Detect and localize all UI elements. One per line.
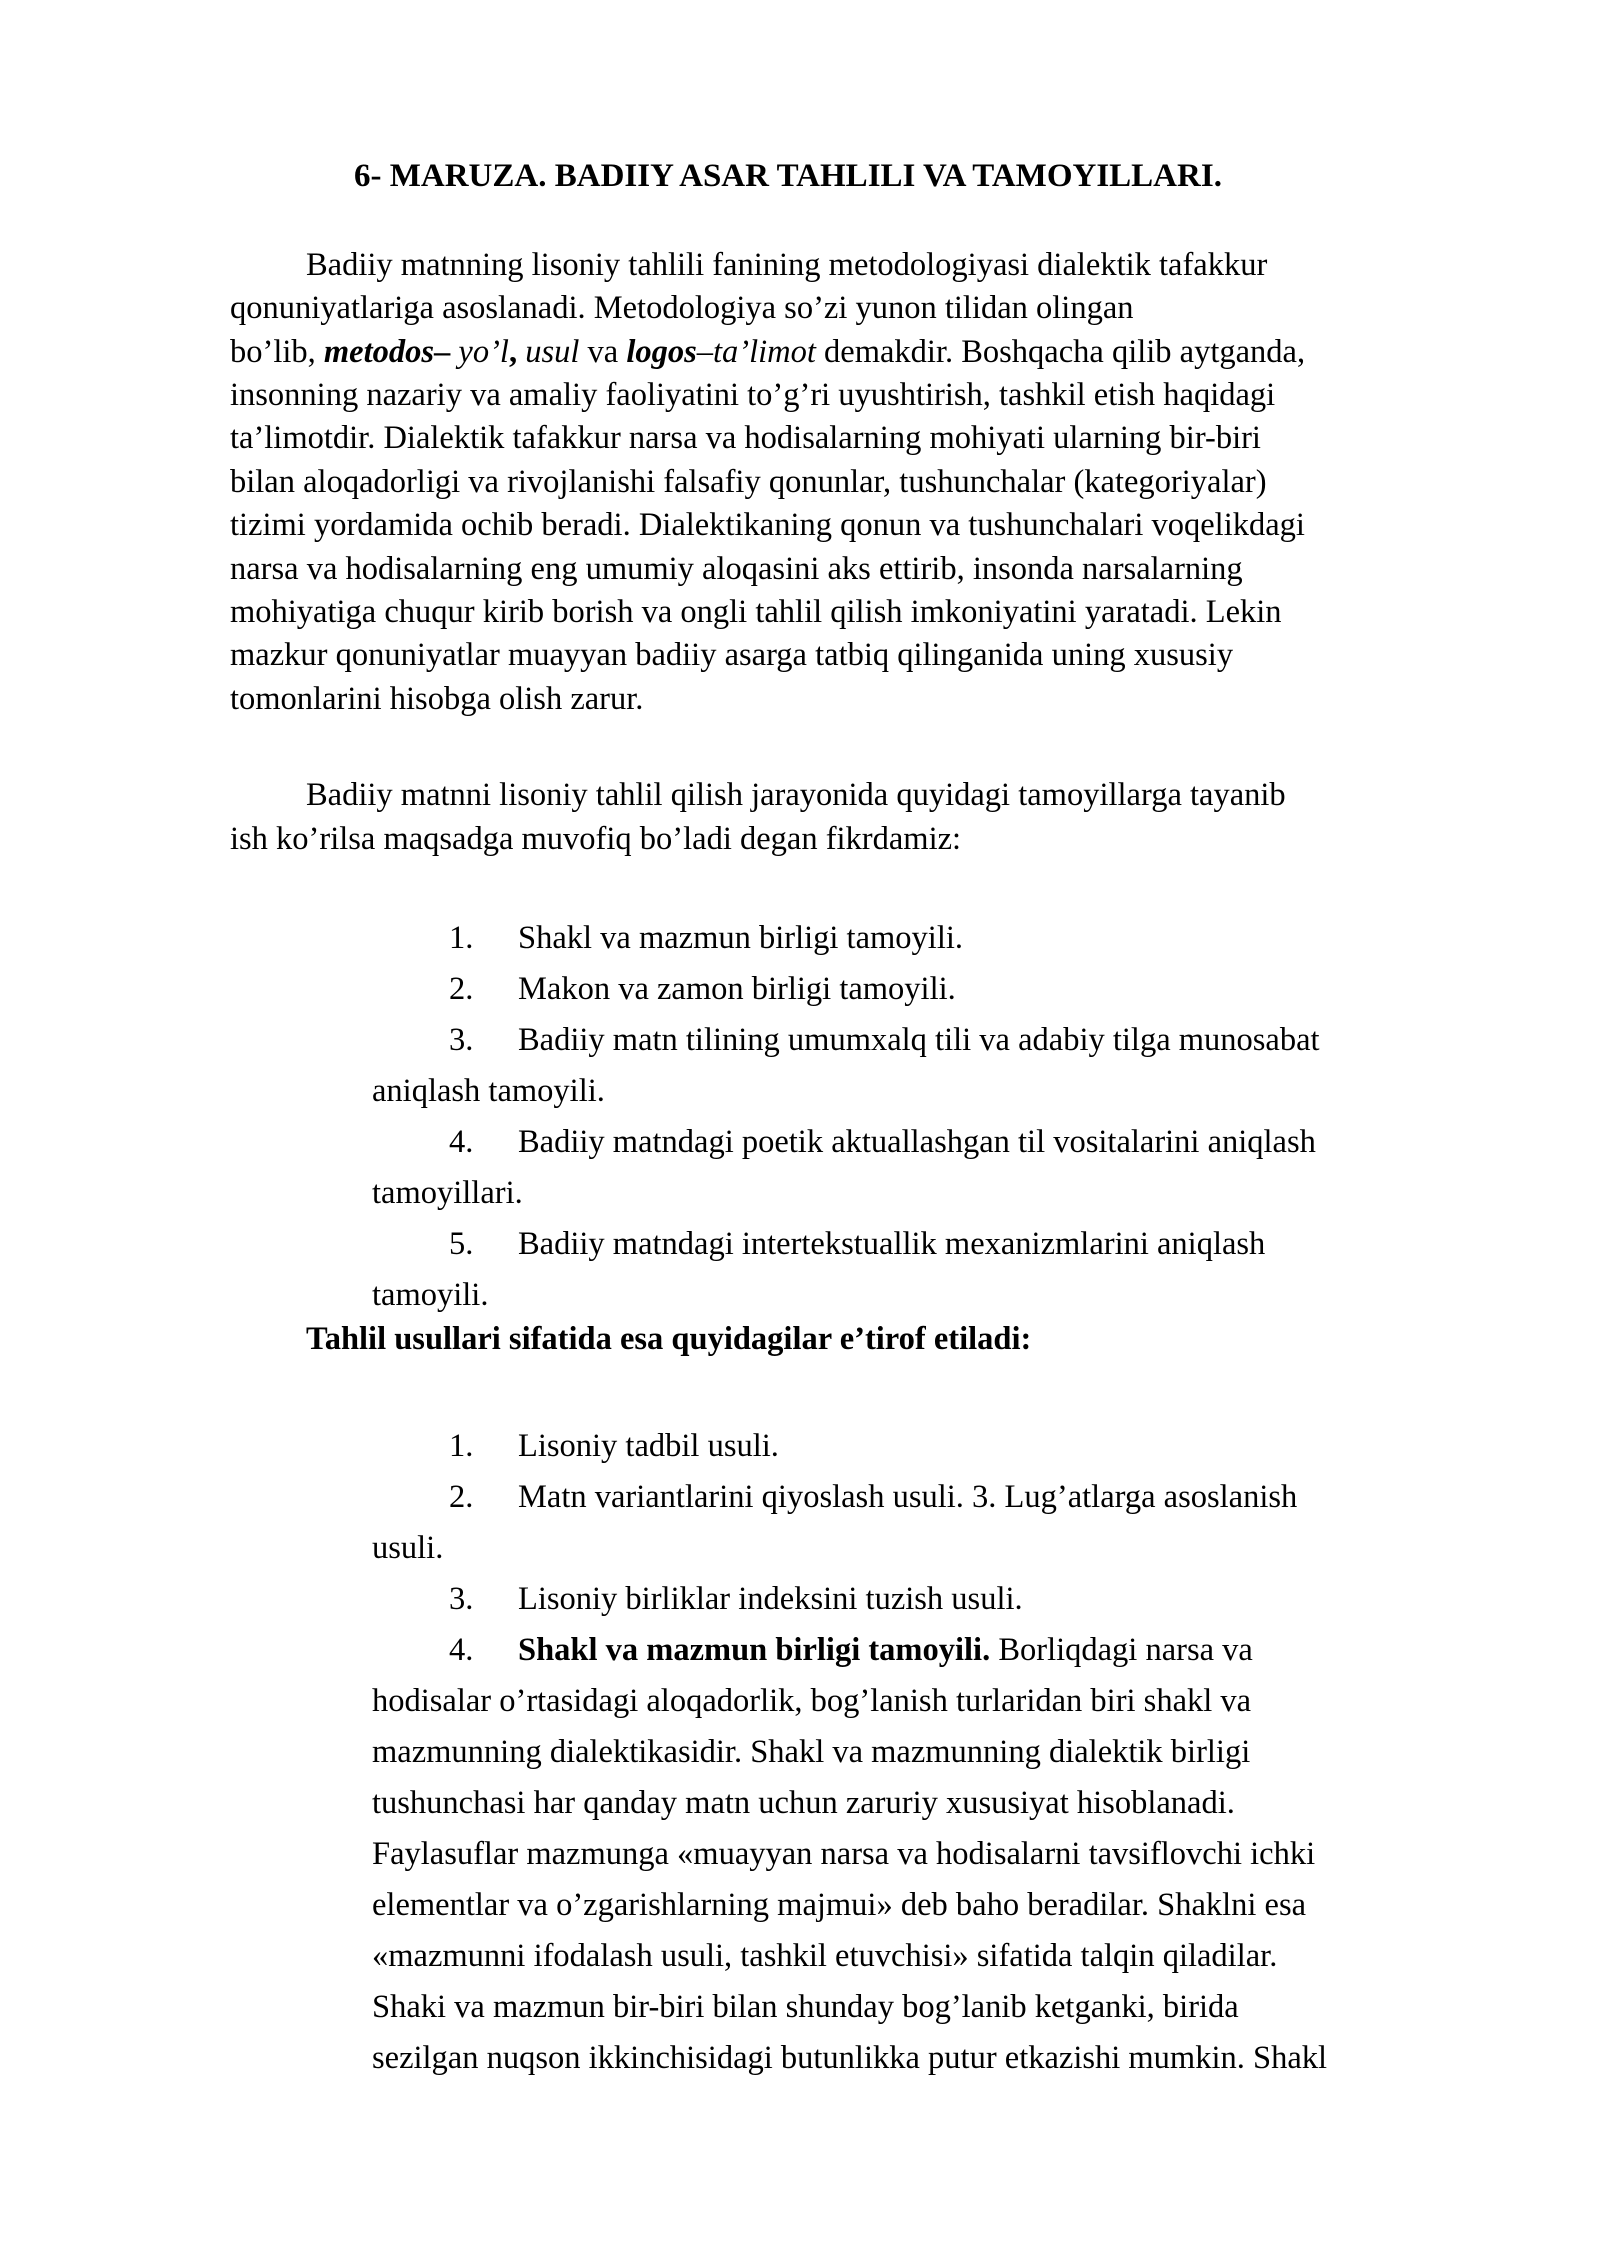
list-number: 2.	[449, 1479, 474, 1515]
list-item: Lisoniy birliklar indeksini tuzish usuli.	[518, 1581, 1023, 1617]
text-line-with-terms	[230, 336, 1305, 369]
list-item-continuation: hodisalar o’rtasidagi aloqadorlik, bog’lanish turlaridan biri shakl va	[372, 1683, 1252, 1719]
text-line: mazkur qonuniyatlar muayyan badiiy asarga tatbiq qilinganida uning xususiy	[230, 637, 1234, 673]
list-item-continuation: Faylasuflar mazmunga «muayyan narsa va hodisalarni tavsiflovchi ichki	[372, 1836, 1316, 1872]
gloss-usul: usul	[517, 334, 580, 370]
list-item: Shakl va mazmun birligi tamoyili.	[518, 920, 964, 956]
list-number: 4.	[449, 1124, 474, 1160]
gloss-talimot: –ta’limot	[696, 334, 816, 370]
methods-heading: Tahlil usullari sifatida esa quyidagilar e’tirof etiladi:	[306, 1321, 1032, 1357]
list-number: 2.	[449, 971, 474, 1007]
term-metodos: metodos	[323, 334, 435, 370]
term-logos: logos	[626, 334, 697, 370]
text-fragment: demakdir. Boshqacha qilib aytganda,	[815, 334, 1306, 370]
text-fragment: Borliqdagi narsa va	[990, 1632, 1253, 1668]
list-number: 1.	[449, 920, 474, 956]
text-line: Badiiy matnning lisoniy tahlili fanining metodologiyasi dialektik tafakkur	[306, 247, 1268, 283]
list-item-continuation: tamoyili.	[372, 1277, 489, 1313]
list-item-continuation: tushunchasi har qanday matn uchun zaruriy xususiyat hisoblanadi.	[372, 1785, 1235, 1821]
list-number: 4.	[449, 1632, 474, 1668]
list-item: Matn variantlarini qiyoslash usuli. 3. Lug’atlarga asoslanish	[518, 1479, 1298, 1515]
list-item-continuation: «mazmunni ifodalash usuli, tashkil etuvchisi» sifatida talqin qiladilar.	[372, 1938, 1278, 1974]
text-line: narsa va hodisalarning eng umumiy aloqasini aks ettirib, insonda narsalarning	[230, 551, 1243, 587]
text-fragment: va	[579, 334, 627, 370]
list-number: 3.	[449, 1581, 474, 1617]
text-line: ta’limotdir. Dialektik tafakkur narsa va hodisalarning mohiyati ularning bir-biri	[230, 420, 1261, 456]
list-number: 5.	[449, 1226, 474, 1262]
list-item: Badiiy matn tilining umumxalq tili va adabiy tilga munosabat	[518, 1022, 1320, 1058]
list-item-continuation: aniqlash tamoyili.	[372, 1073, 605, 1109]
list-item: Badiiy matndagi intertekstuallik mexanizmlarini aniqlash	[518, 1226, 1266, 1262]
list-item: Lisoniy tadbil usuli.	[518, 1428, 779, 1464]
dash: –	[434, 334, 451, 370]
list-item-continuation: Shaki va mazmun bir-biri bilan shunday bog’lanib ketganki, birida	[372, 1989, 1239, 2025]
comma: ,	[508, 334, 518, 370]
text-fragment: bo’lib,	[230, 334, 324, 370]
list-number: 3.	[449, 1022, 474, 1058]
text-line: qonuniyatlariga asoslanadi. Metodologiya so’zi yunon tilidan olingan	[230, 290, 1134, 326]
list-item-continuation: usuli.	[372, 1530, 444, 1566]
list-item-continuation: mazmunning dialektikasidir. Shakl va mazmunning dialektik birligi	[372, 1734, 1251, 1770]
gloss-yol: yo’l	[450, 334, 509, 370]
text-line: tizimi yordamida ochib beradi. Dialektikaning qonun va tushunchalari voqelikdagi	[230, 507, 1305, 543]
list-item-continuation: sezilgan nuqson ikkinchisidagi butunlikka putur etkazishi mumkin. Shakl	[372, 2040, 1328, 2076]
list-item-with-heading	[518, 1634, 1253, 1667]
list-item-continuation: tamoyillari.	[372, 1175, 523, 1211]
list-item: Makon va zamon birligi tamoyili.	[518, 971, 956, 1007]
text-line: Badiiy matnni lisoniy tahlil qilish jarayonida quyidagi tamoyillarga tayanib	[306, 777, 1286, 813]
text-line: tomonlarini hisobga olish zarur.	[230, 681, 644, 717]
text-line: insonning nazariy va amaliy faoliyatini to’g’ri uyushtirish, tashkil etish haqidagi	[230, 377, 1276, 413]
text-line: ish ko’rilsa maqsadga muvofiq bo’ladi degan fikrdamiz:	[230, 821, 962, 857]
list-number: 1.	[449, 1428, 474, 1464]
inline-heading: Shakl va mazmun birligi tamoyili.	[518, 1632, 991, 1668]
list-item-continuation: elementlar va o’zgarishlarning majmui» deb baho beradilar. Shaklni esa	[372, 1887, 1307, 1923]
page-title: 6- MARUZA. BADIIY ASAR TAHLILI VA TAMOYILLARI.	[354, 158, 1222, 194]
text-line: mohiyatiga chuqur kirib borish va ongli tahlil qilish imkoniyatini yaratadi. Lekin	[230, 594, 1282, 630]
text-line: bilan aloqadorligi va rivojlanishi falsafiy qonunlar, tushunchalar (kategoriyalar)	[230, 464, 1267, 500]
list-item: Badiiy matndagi poetik aktuallashgan til vositalarini aniqlash	[518, 1124, 1316, 1160]
